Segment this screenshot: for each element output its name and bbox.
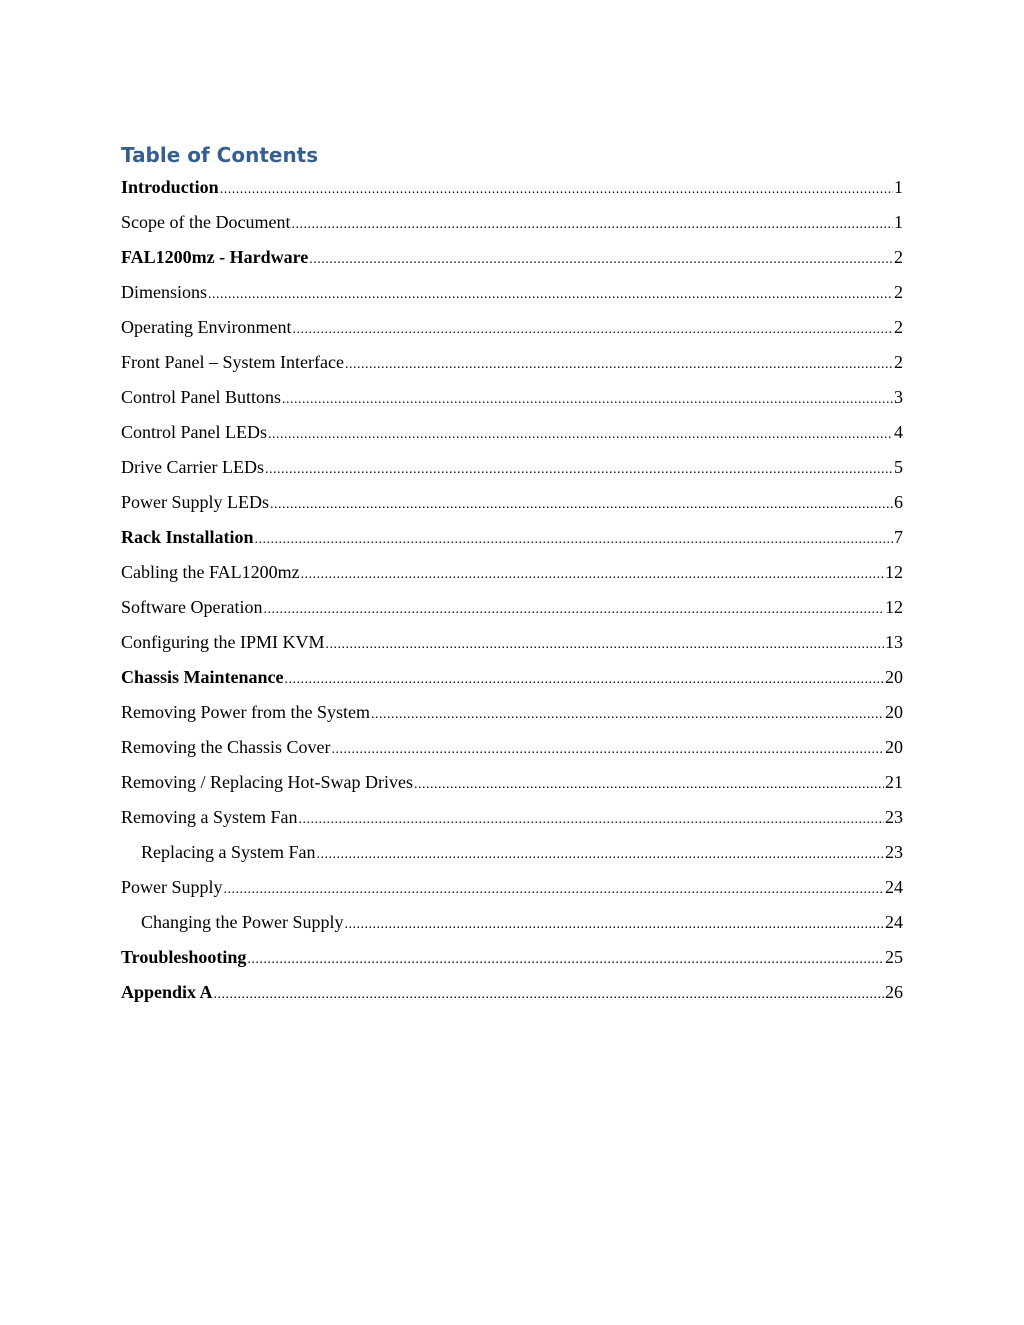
toc-entry[interactable] — [121, 662, 903, 697]
toc-dot-leader — [285, 665, 884, 695]
toc-entry[interactable] — [121, 347, 903, 382]
toc-entry-page-number: 24 — [885, 877, 903, 897]
toc-entry-page-number: 1 — [894, 177, 903, 197]
toc-dot-leader — [214, 980, 884, 1010]
toc-dot-leader — [345, 910, 885, 940]
toc-entry-page-number: 21 — [885, 772, 903, 792]
toc-entry[interactable] — [121, 277, 903, 312]
toc-entry-page-number: 4 — [894, 422, 903, 442]
toc-entry[interactable] — [121, 172, 903, 207]
toc-dot-leader — [268, 420, 893, 450]
toc-entry-page-number: 7 — [894, 527, 903, 547]
toc-dot-leader — [326, 630, 885, 660]
toc-entry-page-number: 23 — [885, 807, 903, 827]
toc-entry-page-number: 24 — [885, 912, 903, 932]
toc-entry-page-number: 1 — [894, 212, 903, 232]
toc-entry-page-number: 12 — [885, 597, 903, 617]
toc-entry-label: Chassis Maintenance — [121, 667, 284, 687]
toc-dot-leader — [263, 595, 884, 625]
toc-dot-leader — [208, 280, 893, 310]
toc-entry[interactable] — [121, 732, 903, 767]
toc-entry-label: Changing the Power Supply — [141, 912, 344, 932]
toc-entry[interactable] — [121, 697, 903, 732]
toc-entry-label: Troubleshooting — [121, 947, 247, 967]
toc-entry-label: Front Panel – System Interface — [121, 352, 344, 372]
toc-entry[interactable] — [121, 417, 903, 452]
toc-dot-leader — [316, 840, 884, 870]
toc-entry-page-number: 20 — [885, 737, 903, 757]
toc-entry[interactable] — [121, 872, 903, 907]
toc-dot-leader — [414, 770, 884, 800]
toc-entry[interactable] — [121, 242, 903, 277]
toc-entry-page-number: 23 — [885, 842, 903, 862]
toc-entry-label: Introduction — [121, 177, 219, 197]
toc-entry-page-number: 25 — [885, 947, 903, 967]
toc-entry-label: Cabling the FAL1200mz — [121, 562, 300, 582]
toc-entry-page-number: 20 — [885, 667, 903, 687]
toc-entry-label: Removing the Chassis Cover — [121, 737, 331, 757]
toc-entry-page-number: 12 — [885, 562, 903, 582]
toc-entry-page-number: 2 — [894, 317, 903, 337]
toc-entry-label: Operating Environment — [121, 317, 292, 337]
toc-entry[interactable] — [121, 207, 903, 242]
toc-entry[interactable] — [121, 977, 903, 1012]
toc-entry-page-number: 6 — [894, 492, 903, 512]
toc-entry[interactable] — [121, 942, 903, 977]
toc-entry[interactable] — [121, 767, 903, 802]
toc-entry-label: Replacing a System Fan — [141, 842, 316, 862]
toc-entry[interactable] — [121, 557, 903, 592]
toc-entry[interactable] — [121, 452, 903, 487]
toc-dot-leader — [247, 945, 884, 975]
toc-entry-label: Removing / Replacing Hot-Swap Drives — [121, 772, 413, 792]
toc-entry-label: Power Supply — [121, 877, 223, 897]
toc-dot-leader — [224, 875, 884, 905]
toc-entry-label: Control Panel Buttons — [121, 387, 282, 407]
toc-entry[interactable] — [121, 802, 903, 837]
toc-dot-leader — [332, 735, 885, 765]
toc-entry-page-number: 5 — [894, 457, 903, 477]
toc-entry-label: Removing Power from the System — [121, 702, 370, 722]
toc-dot-leader — [299, 805, 885, 835]
toc-entry-label: Dimensions — [121, 282, 208, 302]
toc-entry-page-number: 3 — [894, 387, 903, 407]
toc-entry-page-number: 13 — [885, 632, 903, 652]
toc-dot-leader — [265, 455, 893, 485]
toc-entry[interactable] — [121, 522, 903, 557]
toc-entry-label: Control Panel LEDs — [121, 422, 267, 442]
toc-entry-label: Appendix A — [121, 982, 213, 1002]
toc-dot-leader — [220, 175, 893, 205]
toc-title: Table of Contents — [121, 143, 319, 167]
toc-entry-page-number: 2 — [894, 282, 903, 302]
toc-entry-label: FAL1200mz - Hardware — [121, 247, 309, 267]
toc-entry[interactable] — [121, 907, 903, 942]
toc-entry-page-number: 20 — [885, 702, 903, 722]
toc-entry-page-number: 26 — [885, 982, 903, 1002]
toc-entry[interactable] — [121, 382, 903, 417]
toc-entry[interactable] — [121, 487, 903, 522]
toc-dot-leader — [371, 700, 884, 730]
toc-dot-leader — [345, 350, 893, 380]
toc-entry[interactable] — [121, 837, 903, 872]
toc-entry[interactable] — [121, 592, 903, 627]
toc-entry-label: Drive Carrier LEDs — [121, 457, 264, 477]
toc-list — [121, 172, 903, 1012]
toc-entry-label: Software Operation — [121, 597, 263, 617]
toc-entry-label: Power Supply LEDs — [121, 492, 269, 512]
toc-entry[interactable] — [121, 312, 903, 347]
toc-dot-leader — [270, 490, 893, 520]
toc-dot-leader — [255, 525, 893, 555]
toc-entry-page-number: 2 — [894, 352, 903, 372]
toc-dot-leader — [291, 210, 893, 240]
toc-entry-label: Scope of the Document — [121, 212, 291, 232]
toc-entry-label: Removing a System Fan — [121, 807, 298, 827]
toc-entry-page-number: 2 — [894, 247, 903, 267]
toc-dot-leader — [292, 315, 893, 345]
toc-dot-leader — [301, 560, 884, 590]
toc-entry[interactable] — [121, 627, 903, 662]
toc-dot-leader — [309, 245, 893, 275]
toc-entry-label: Rack Installation — [121, 527, 254, 547]
toc-dot-leader — [282, 385, 893, 415]
toc-entry-label: Configuring the IPMI KVM — [121, 632, 325, 652]
